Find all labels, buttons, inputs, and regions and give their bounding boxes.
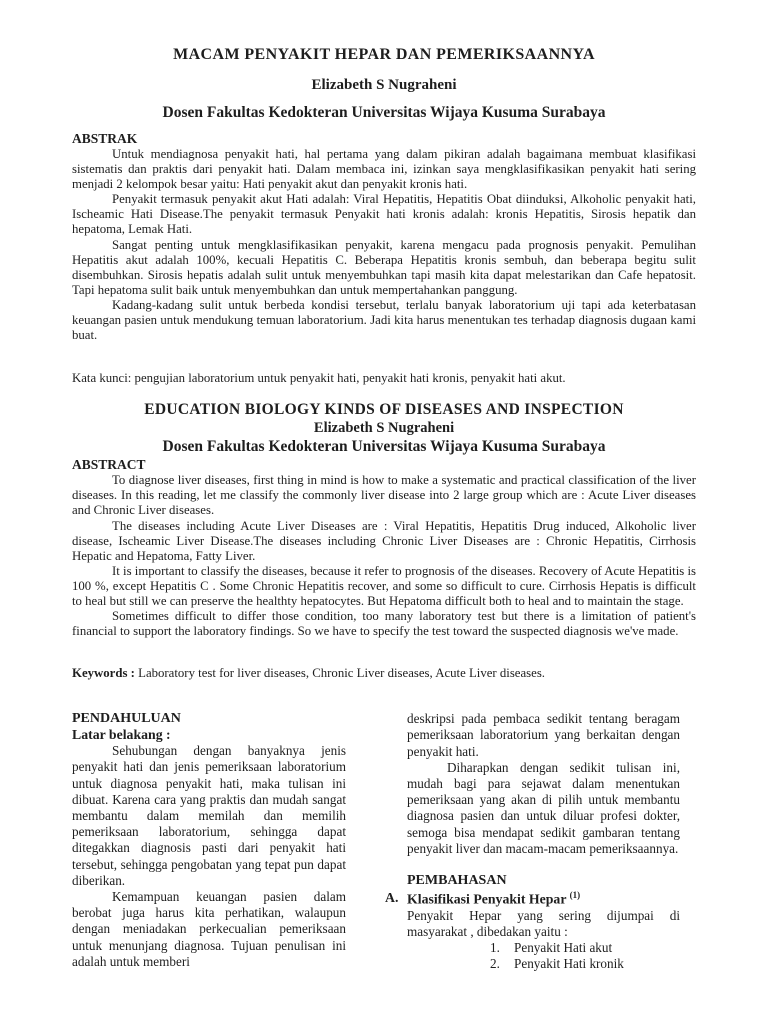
introduction-heading: PENDAHULUAN	[72, 711, 181, 727]
section-a-intro: Penyakit Hepar yang sering dijumpai di masyarakat , dibedakan yaitu :	[407, 907, 680, 939]
section-a-marker: A.	[385, 890, 399, 906]
list-item-number: 2.	[490, 956, 500, 972]
author-affiliation-english: Dosen Fakultas Kedokteran Universitas Wijaya Kusuma Surabaya	[162, 438, 606, 456]
author-name: Elizabeth S Nugraheni	[311, 77, 457, 93]
two-column-body	[72, 711, 696, 972]
section-a-title: Klasifikasi Penyakit Hepar	[407, 891, 567, 907]
keywords-label: Keywords :	[72, 666, 135, 681]
body-paragraph: Kemampuan keuangan pasien dalam berobat juga harus kita perhatikan, walaupun dengan meniadakan perkecualian pemeriksaan untuk menunjang diagnosa. Tujuan penulisan ini adalah untuk memberi	[72, 889, 346, 969]
paper-title-indonesian: MACAM PENYAKIT HEPAR DAN PEMERIKSAANNYA	[173, 46, 595, 63]
abstract-paragraph: The diseases including Acute Liver Diseases are : Viral Hepatitis, Hepatitis Drug induced, Alkoholic liver disease, Ischeamic Liver Disease.The diseases including Chronic Liver Diseases are : Chronic Hepatitis, Cirrhosis Hepatic and Hepatoma, Fatty Liver.	[72, 518, 696, 563]
abstract-heading-indonesian: ABSTRAK	[72, 131, 138, 146]
paper-title-english: EDUCATION BIOLOGY KINDS OF DISEASES AND INSPECTION	[144, 401, 624, 419]
column-right	[385, 711, 680, 972]
keywords-english	[72, 666, 696, 681]
list-item-text: Penyakit Hati kronik	[514, 956, 624, 972]
continuation-paragraph: deskripsi pada pembaca sedikit tentang beragam pemeriksaan laboratorium yang berkaitan dengan penyakit hati.	[407, 711, 680, 759]
abstract-paragraph: Sangat penting untuk mengklasifikasikan penyakit, karena mengacu pada prognosis penyakit. Pemulihan Hepatitis akut adalah 100%, kecuali Hepatitis C. Beberapa Hepatitis kronis sembuh, dan beberapa begitu sulit disembuhkan. Sirosis hepatis adalah sulit untuk menyembuhkan tapi masih kita dapat melestarikan dan Cafe hepatosit. Tapi hepatoma sulit baik untuk menyembuhkan dan untuk mempertahankan panggung.	[72, 237, 696, 297]
section-a-citation: (1)	[569, 890, 581, 901]
abstract-heading-english: ABSTRACT	[72, 457, 146, 473]
body-paragraph: Diharapkan dengan sedikit tulisan ini, mudah bagi para sejawat dalam menentukan pemeriksaan yang akan di pilih untuk membantu diagnosa pasien dan untuk diluar profesi dokter, semoga bisa mendapat sedikit gambaran tentang penyakit liver dan macam-macam pemeriksaannya.	[407, 759, 680, 856]
section-a-title-wrap	[407, 890, 580, 908]
abstract-paragraph: It is important to classify the diseases, because it refer to prognosis of the diseases. Recovery of Acute Hepatitis is 100 %, except Hepatitis C . Some Chronic Hepatitis recover, and some so difficult to cure. Cirrhosis Hepatis is difficult to heal but still we can preserve the healthty hepatocytes. But Hepatoma difficult both to heal and to maintain the stage.	[72, 563, 696, 608]
discussion-heading: PEMBAHASAN	[407, 873, 507, 889]
background-subheading: Latar belakang :	[72, 727, 171, 743]
abstract-paragraph: Sometimes difficult to differ those condition, too many laboratory test but there is a limitation of patient's financial to support the laboratory findings. So we have to specify the test toward the suspected diagnosis we've made.	[72, 609, 696, 639]
english-section	[72, 401, 696, 681]
section-a-heading	[385, 890, 680, 908]
abstract-paragraph: Penyakit termasuk penyakit akut Hati adalah: Viral Hepatitis, Hepatitis Obat diinduksi, Alkoholic penyakit hati, Ischeamic Hati Disease.The penyakit termasuk Penyakit hati kronis adalah: kronis Hepatitis, Sirosis hepatik dan hepatoma, Lemak Hati.	[72, 192, 696, 237]
keywords-text: Laboratory test for liver diseases, Chronic Liver diseases, Acute Liver diseases.	[134, 666, 546, 681]
author-affiliation: Dosen Fakultas Kedokteran Universitas Wijaya Kusuma Surabaya	[162, 104, 606, 121]
list-item-number: 1.	[490, 940, 500, 956]
body-paragraph: Sehubungan dengan banyaknya jenis penyakit hati dan jenis pemeriksaan laboratorium untuk diagnosa penyakit hati, maka tulisan ini dibuat. Karena cara yang praktis dan mudah sangat membantu dalam memilah dan memilih pemeriksaan laboratorium, sehingga dapat ditegakkan diagnosis pasti dari penyakit hati tersebut, sehingga pengobatan yang tepat pun dapat diberikan.	[72, 743, 346, 888]
abstract-paragraph: To diagnose liver diseases, first thing in mind is how to make a systematic and practical classification of the liver diseases. In this reading, let me classify the commonly liver disease into 2 large group which are : Acute Liver diseases and Chronic Liver diseases.	[72, 473, 696, 518]
author-name-english: Elizabeth S Nugraheni	[313, 420, 455, 437]
list-item	[490, 956, 680, 972]
keywords-indonesian: Kata kunci: pengujian laboratorium untuk penyakit hati, penyakit hati kronis, penyakit hati akut.	[72, 371, 566, 386]
list-item-text: Penyakit Hati akut	[514, 940, 613, 956]
abstract-paragraph: Untuk mendiagnosa penyakit hati, hal pertama yang dalam pikiran adalah bagaimana membuat klasifikasi sistematis dan praktis dari penyakit hati. Dalam membaca ini, izinkan saya mengklasifikasikan penyakit hati sering menjadi 2 kelompok besar yaitu: Hati penyakit akut dan penyakit kronis hati.	[72, 147, 696, 192]
column-left	[72, 711, 346, 972]
list-item	[490, 940, 680, 956]
abstract-paragraph: Kadang-kadang sulit untuk berbeda kondisi tersebut, terlalu banyak laboratorium uji tapi ada keterbatasan keuangan pasien untuk mendukung temuan laboratorium. Jadi kita harus menentukan tes terhadap diagnosis dugaan kami buat.	[72, 297, 696, 343]
